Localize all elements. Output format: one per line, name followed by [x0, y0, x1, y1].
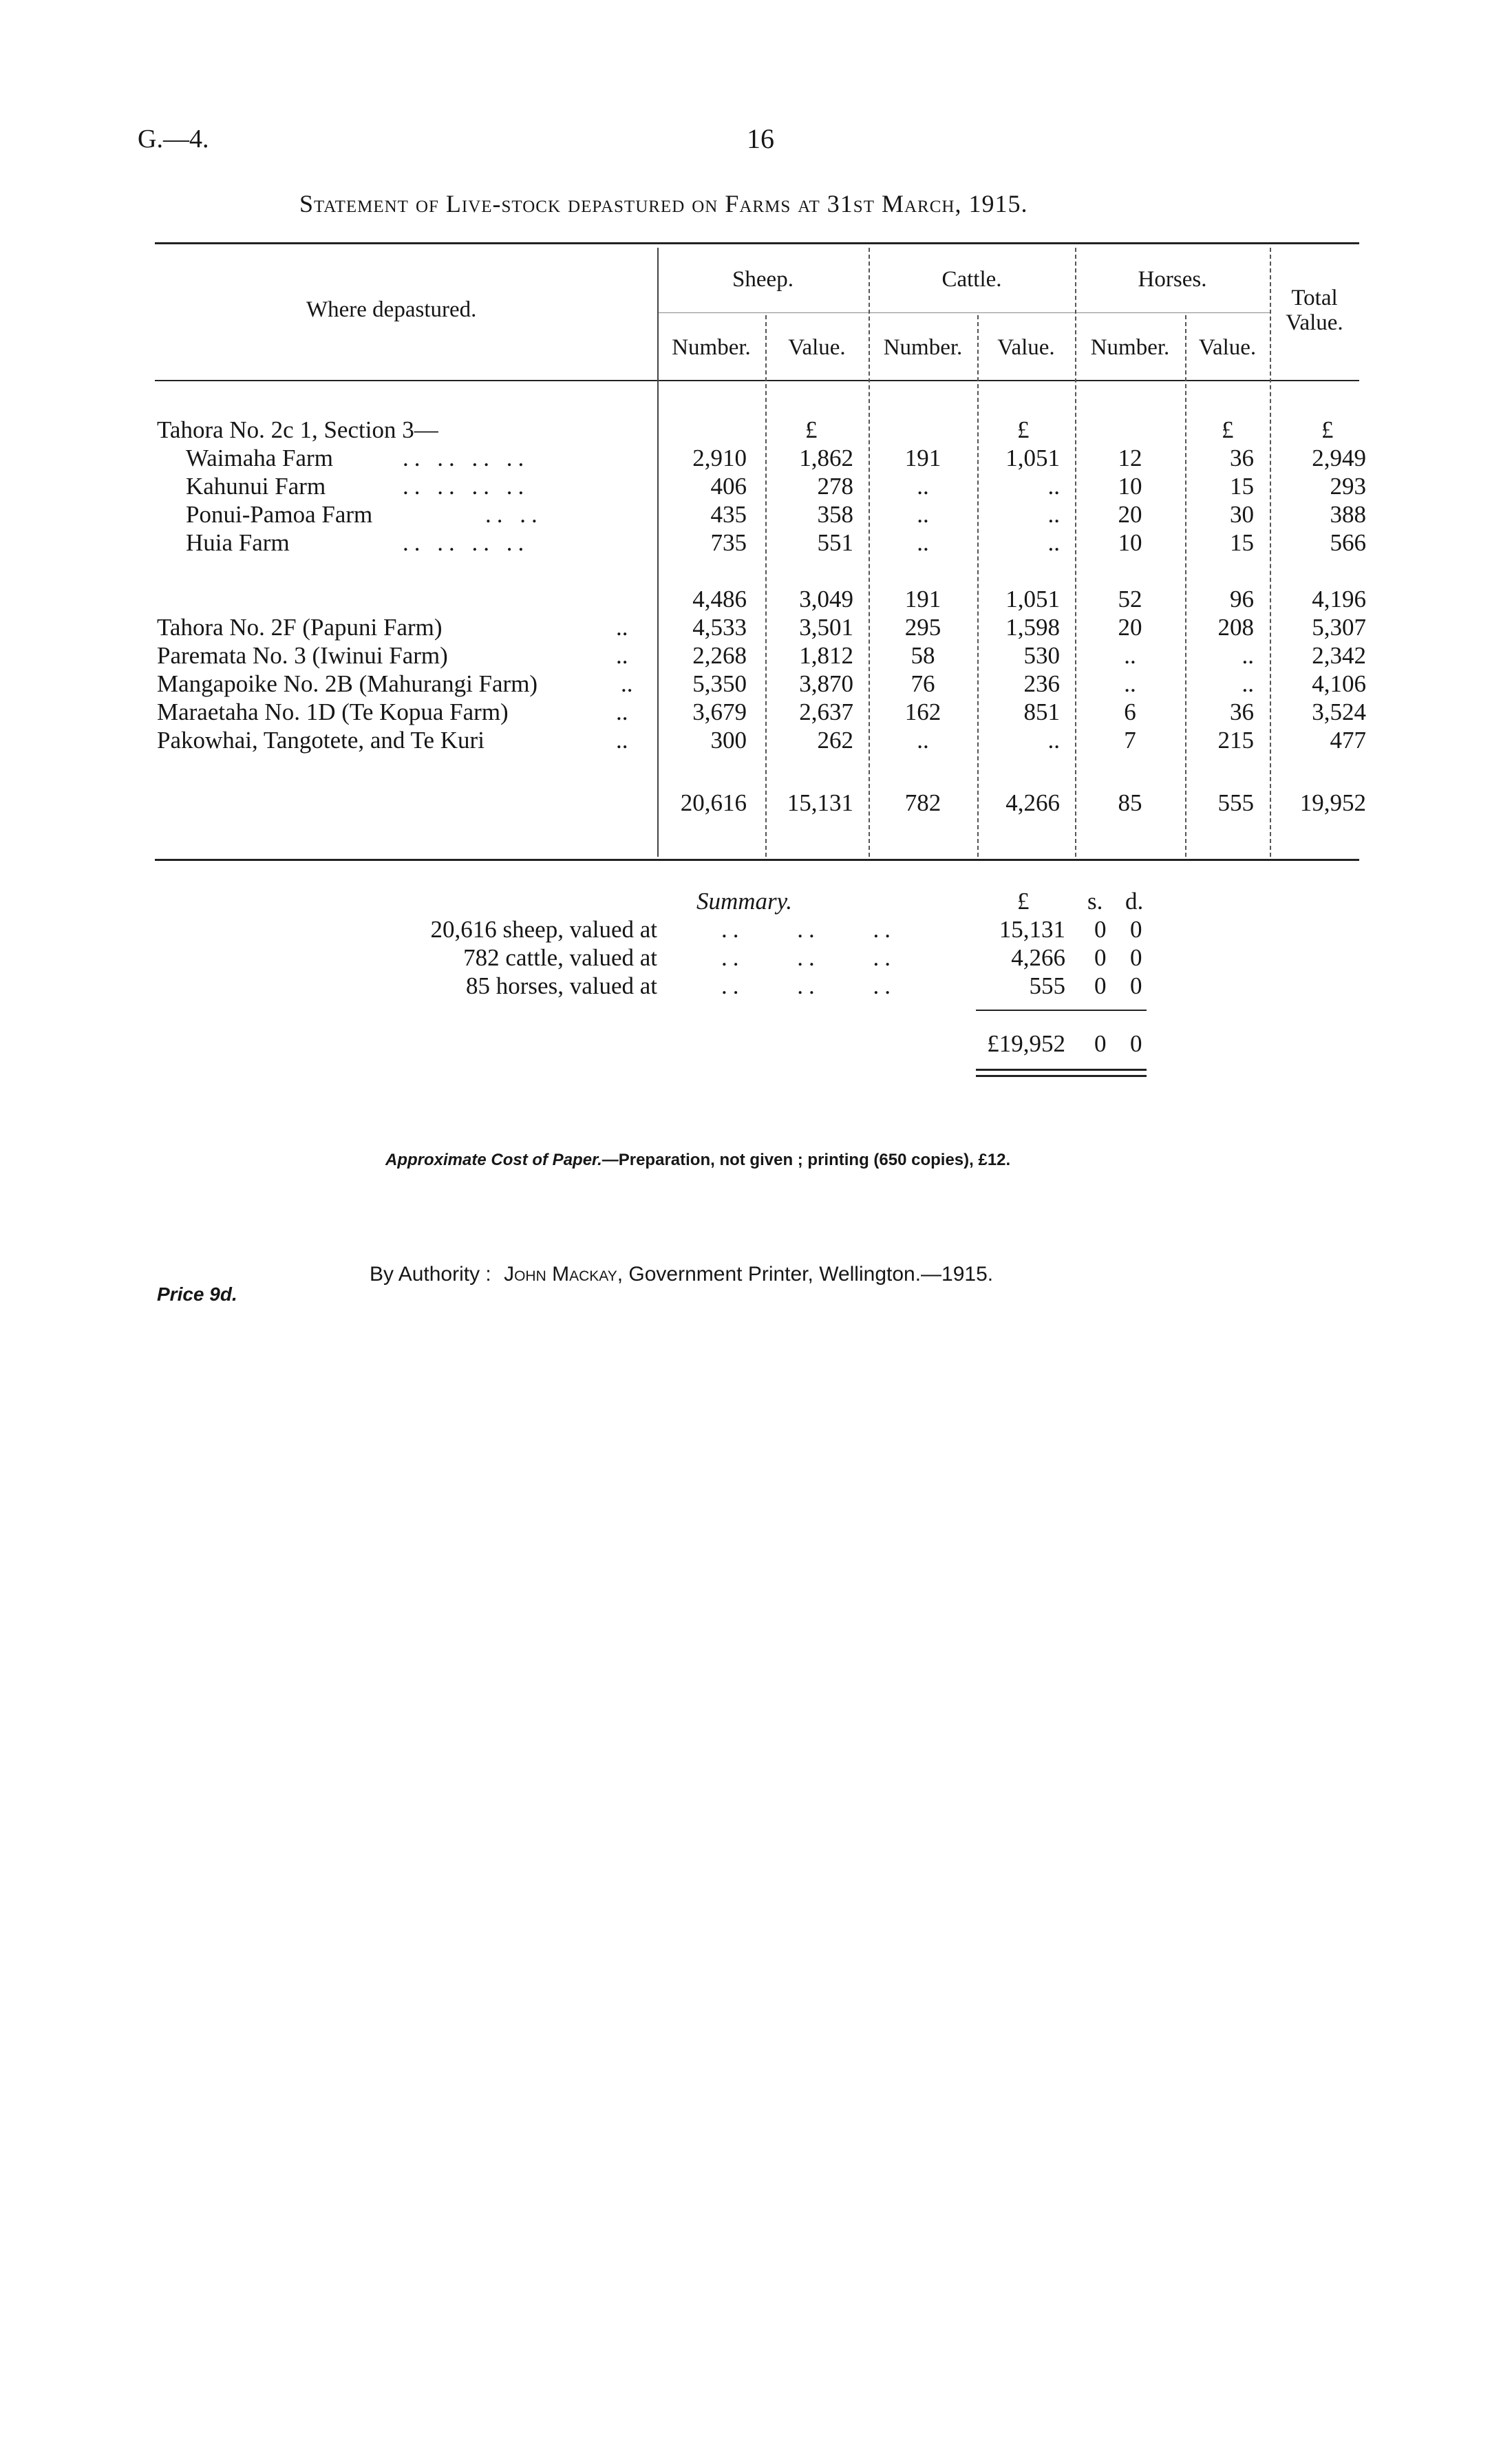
header-horses: Horses.	[1138, 267, 1207, 292]
sheep-number: 2,268	[692, 642, 747, 669]
sheep-value: 551	[817, 529, 853, 556]
cattle-value: 236	[1023, 670, 1060, 697]
total-value: 566	[1330, 529, 1366, 556]
header-horses-number: Number.	[1090, 335, 1170, 360]
row-name: Maraetaha No. 1D (Te Kopua Farm)	[157, 699, 509, 725]
summary-shillings: 0	[1094, 972, 1107, 999]
group-subrule	[657, 312, 1270, 313]
header-total-value: Total Value.	[1286, 286, 1343, 335]
printer-name: John Mackay,	[504, 1263, 624, 1286]
total-value: 2,949	[1312, 445, 1366, 471]
sheep-number: 4,486	[692, 586, 747, 612]
horses-value: 30	[1230, 501, 1254, 528]
page-title: Statement of Live-stock depastured on Farms at 31st March, 1915.	[299, 190, 1028, 217]
horses-value: 215	[1217, 727, 1254, 754]
cattle-number: 295	[904, 614, 941, 641]
horses-number: 6	[1124, 699, 1136, 725]
summary-shillings: 0	[1094, 944, 1107, 971]
header-horses-value: Value.	[1198, 335, 1257, 360]
printer-imprint	[370, 1263, 993, 1286]
header-bottom-rule	[155, 380, 1359, 381]
total-value: 477	[1330, 727, 1366, 754]
leader-dots: .. .. ..	[721, 916, 896, 943]
sheep-value: 262	[817, 727, 853, 754]
total-value: 19,952	[1299, 789, 1366, 816]
cattle-number: 782	[904, 789, 941, 816]
summary-pence: 0	[1130, 944, 1142, 971]
leader-dots: ..	[616, 727, 628, 754]
total-value: 388	[1330, 501, 1366, 528]
cattle-number: 162	[904, 699, 941, 725]
summary-rule	[976, 1010, 1147, 1011]
summary-title: Summary.	[696, 888, 793, 915]
header-sheep-number: Number.	[672, 335, 751, 360]
summary-pounds-header: £	[1017, 888, 1030, 915]
row-name: Paremata No. 3 (Iwinui Farm)	[157, 642, 448, 669]
cattle-value: 851	[1023, 699, 1060, 725]
cattle-value: ..	[1047, 501, 1060, 528]
row-name: Waimaha Farm	[186, 445, 333, 471]
summary-total-pounds: £19,952	[987, 1030, 1065, 1057]
row-name: Huia Farm	[186, 529, 290, 556]
cattle-value: 1,051	[1005, 445, 1060, 471]
sheep-number: 5,350	[692, 670, 747, 697]
summary-double-rule	[976, 1075, 1147, 1077]
horses-value: 36	[1230, 699, 1254, 725]
total-value: 3,524	[1312, 699, 1366, 725]
horses-number: 20	[1118, 501, 1142, 528]
summary-total-pence: 0	[1130, 1030, 1142, 1057]
row-name: Ponui-Pamoa Farm	[186, 501, 373, 528]
summary-pence-header: d.	[1125, 888, 1144, 915]
horses-value: 15	[1230, 473, 1254, 500]
cattle-value: ..	[1047, 727, 1060, 754]
horses-number: 10	[1118, 473, 1142, 500]
sheep-number: 2,910	[692, 445, 747, 471]
sheep-value: 278	[817, 473, 853, 500]
row-name: Kahunui Farm	[186, 473, 326, 500]
table-top-rule	[155, 242, 1359, 244]
cattle-number: ..	[917, 501, 929, 528]
horses-value: 208	[1217, 614, 1254, 641]
paper-cost-detail: —Preparation, not given ; printing (650 copies), £12.	[601, 1151, 1011, 1169]
header-cattle-number: Number.	[883, 335, 963, 360]
summary-double-rule	[976, 1069, 1147, 1071]
leader-dots: ..	[616, 699, 628, 725]
summary-pounds: 555	[1029, 972, 1065, 999]
row-name: Mangapoike No. 2B (Mahurangi Farm)	[157, 670, 538, 697]
horses-value: ..	[1242, 670, 1254, 697]
header-where-depastured: Where depastured.	[306, 297, 477, 322]
horses-number: 52	[1118, 586, 1142, 612]
cattle-number: 191	[904, 586, 941, 612]
leader-dots: .. .. ..	[721, 944, 896, 971]
leader-dots: .. .. .. ..	[403, 445, 530, 471]
leader-dots: .. ..	[485, 501, 543, 528]
total-value: 293	[1330, 473, 1366, 500]
page-number: 16	[747, 123, 774, 154]
row-name: Pakowhai, Tangotete, and Te Kuri	[157, 727, 485, 754]
summary-pounds: 4,266	[1011, 944, 1065, 971]
total-value: 5,307	[1312, 614, 1366, 641]
horses-number: ..	[1124, 670, 1136, 697]
sheep-value: 358	[817, 501, 853, 528]
table-bottom-rule	[155, 859, 1359, 861]
sheep-value: 15,131	[787, 789, 853, 816]
leader-dots: ..	[616, 642, 628, 669]
summary-label: 20,616 sheep, valued at	[430, 916, 657, 943]
cattle-value: 1,051	[1005, 586, 1060, 612]
cattle-value: 1,598	[1005, 614, 1060, 641]
document-reference: G.—4.	[138, 125, 209, 153]
horses-number: 10	[1118, 529, 1142, 556]
cattle-number: 58	[911, 642, 935, 669]
currency-cattle: £	[1017, 416, 1030, 443]
currency-sheep: £	[805, 416, 818, 443]
leader-dots: .. .. ..	[721, 972, 896, 999]
summary-pence: 0	[1130, 916, 1142, 943]
cattle-number: ..	[917, 473, 929, 500]
header-sheep: Sheep.	[732, 267, 794, 292]
summary-shillings-header: s.	[1087, 888, 1103, 915]
sheep-number: 3,679	[692, 699, 747, 725]
price: Price 9d.	[157, 1283, 237, 1305]
cattle-number: 76	[911, 670, 935, 697]
currency-horses: £	[1222, 416, 1234, 443]
sheep-value: 3,870	[799, 670, 853, 697]
summary-pounds: 15,131	[999, 916, 1065, 943]
leader-dots: .. .. .. ..	[403, 473, 530, 500]
horses-number: 12	[1118, 445, 1142, 471]
cattle-value: 4,266	[1005, 789, 1060, 816]
summary-label: 85 horses, valued at	[466, 972, 657, 999]
sheep-number: 4,533	[692, 614, 747, 641]
sheep-number: 735	[710, 529, 747, 556]
horses-value: 36	[1230, 445, 1254, 471]
horses-number: 7	[1124, 727, 1136, 754]
sheep-value: 1,862	[799, 445, 853, 471]
horses-number: 85	[1118, 789, 1142, 816]
horses-value: ..	[1242, 642, 1254, 669]
cattle-value: 530	[1023, 642, 1060, 669]
authority-rest: Government Printer, Wellington.—1915.	[628, 1263, 994, 1286]
horses-number: ..	[1124, 642, 1136, 669]
horses-value: 15	[1230, 529, 1254, 556]
sheep-value: 2,637	[799, 699, 853, 725]
sheep-value: 3,501	[799, 614, 853, 641]
leader-dots: .. .. .. ..	[403, 529, 530, 556]
header-sheep-value: Value.	[788, 335, 846, 360]
sheep-number: 20,616	[680, 789, 747, 816]
row-name: Tahora No. 2F (Papuni Farm)	[157, 614, 443, 641]
total-value: 4,106	[1312, 670, 1366, 697]
leader-dots: ..	[621, 670, 633, 697]
header-cattle-value: Value.	[997, 335, 1055, 360]
total-value: 2,342	[1312, 642, 1366, 669]
sheep-value: 3,049	[799, 586, 853, 612]
header-cattle: Cattle.	[941, 267, 1002, 292]
sheep-value: 1,812	[799, 642, 853, 669]
leader-dots: ..	[616, 614, 628, 641]
paper-cost-label: Approximate Cost of Paper.	[385, 1151, 602, 1169]
total-value: 4,196	[1312, 586, 1366, 612]
sheep-number: 435	[710, 501, 747, 528]
paper-cost-note	[385, 1151, 1010, 1170]
horses-number: 20	[1118, 614, 1142, 641]
cattle-number: ..	[917, 529, 929, 556]
group-heading: Tahora No. 2c 1, Section 3—	[157, 416, 438, 443]
cattle-value: ..	[1047, 529, 1060, 556]
summary-pence: 0	[1130, 972, 1142, 999]
cattle-value: ..	[1047, 473, 1060, 500]
horses-value: 555	[1217, 789, 1254, 816]
cattle-number: 191	[904, 445, 941, 471]
summary-label: 782 cattle, valued at	[463, 944, 657, 971]
summary-total-shillings: 0	[1094, 1030, 1107, 1057]
sheep-number: 300	[710, 727, 747, 754]
sheep-number: 406	[710, 473, 747, 500]
authority-prefix: By Authority :	[370, 1263, 491, 1286]
cattle-number: ..	[917, 727, 929, 754]
horses-value: 96	[1230, 586, 1254, 612]
currency-total: £	[1321, 416, 1334, 443]
summary-shillings: 0	[1094, 916, 1107, 943]
